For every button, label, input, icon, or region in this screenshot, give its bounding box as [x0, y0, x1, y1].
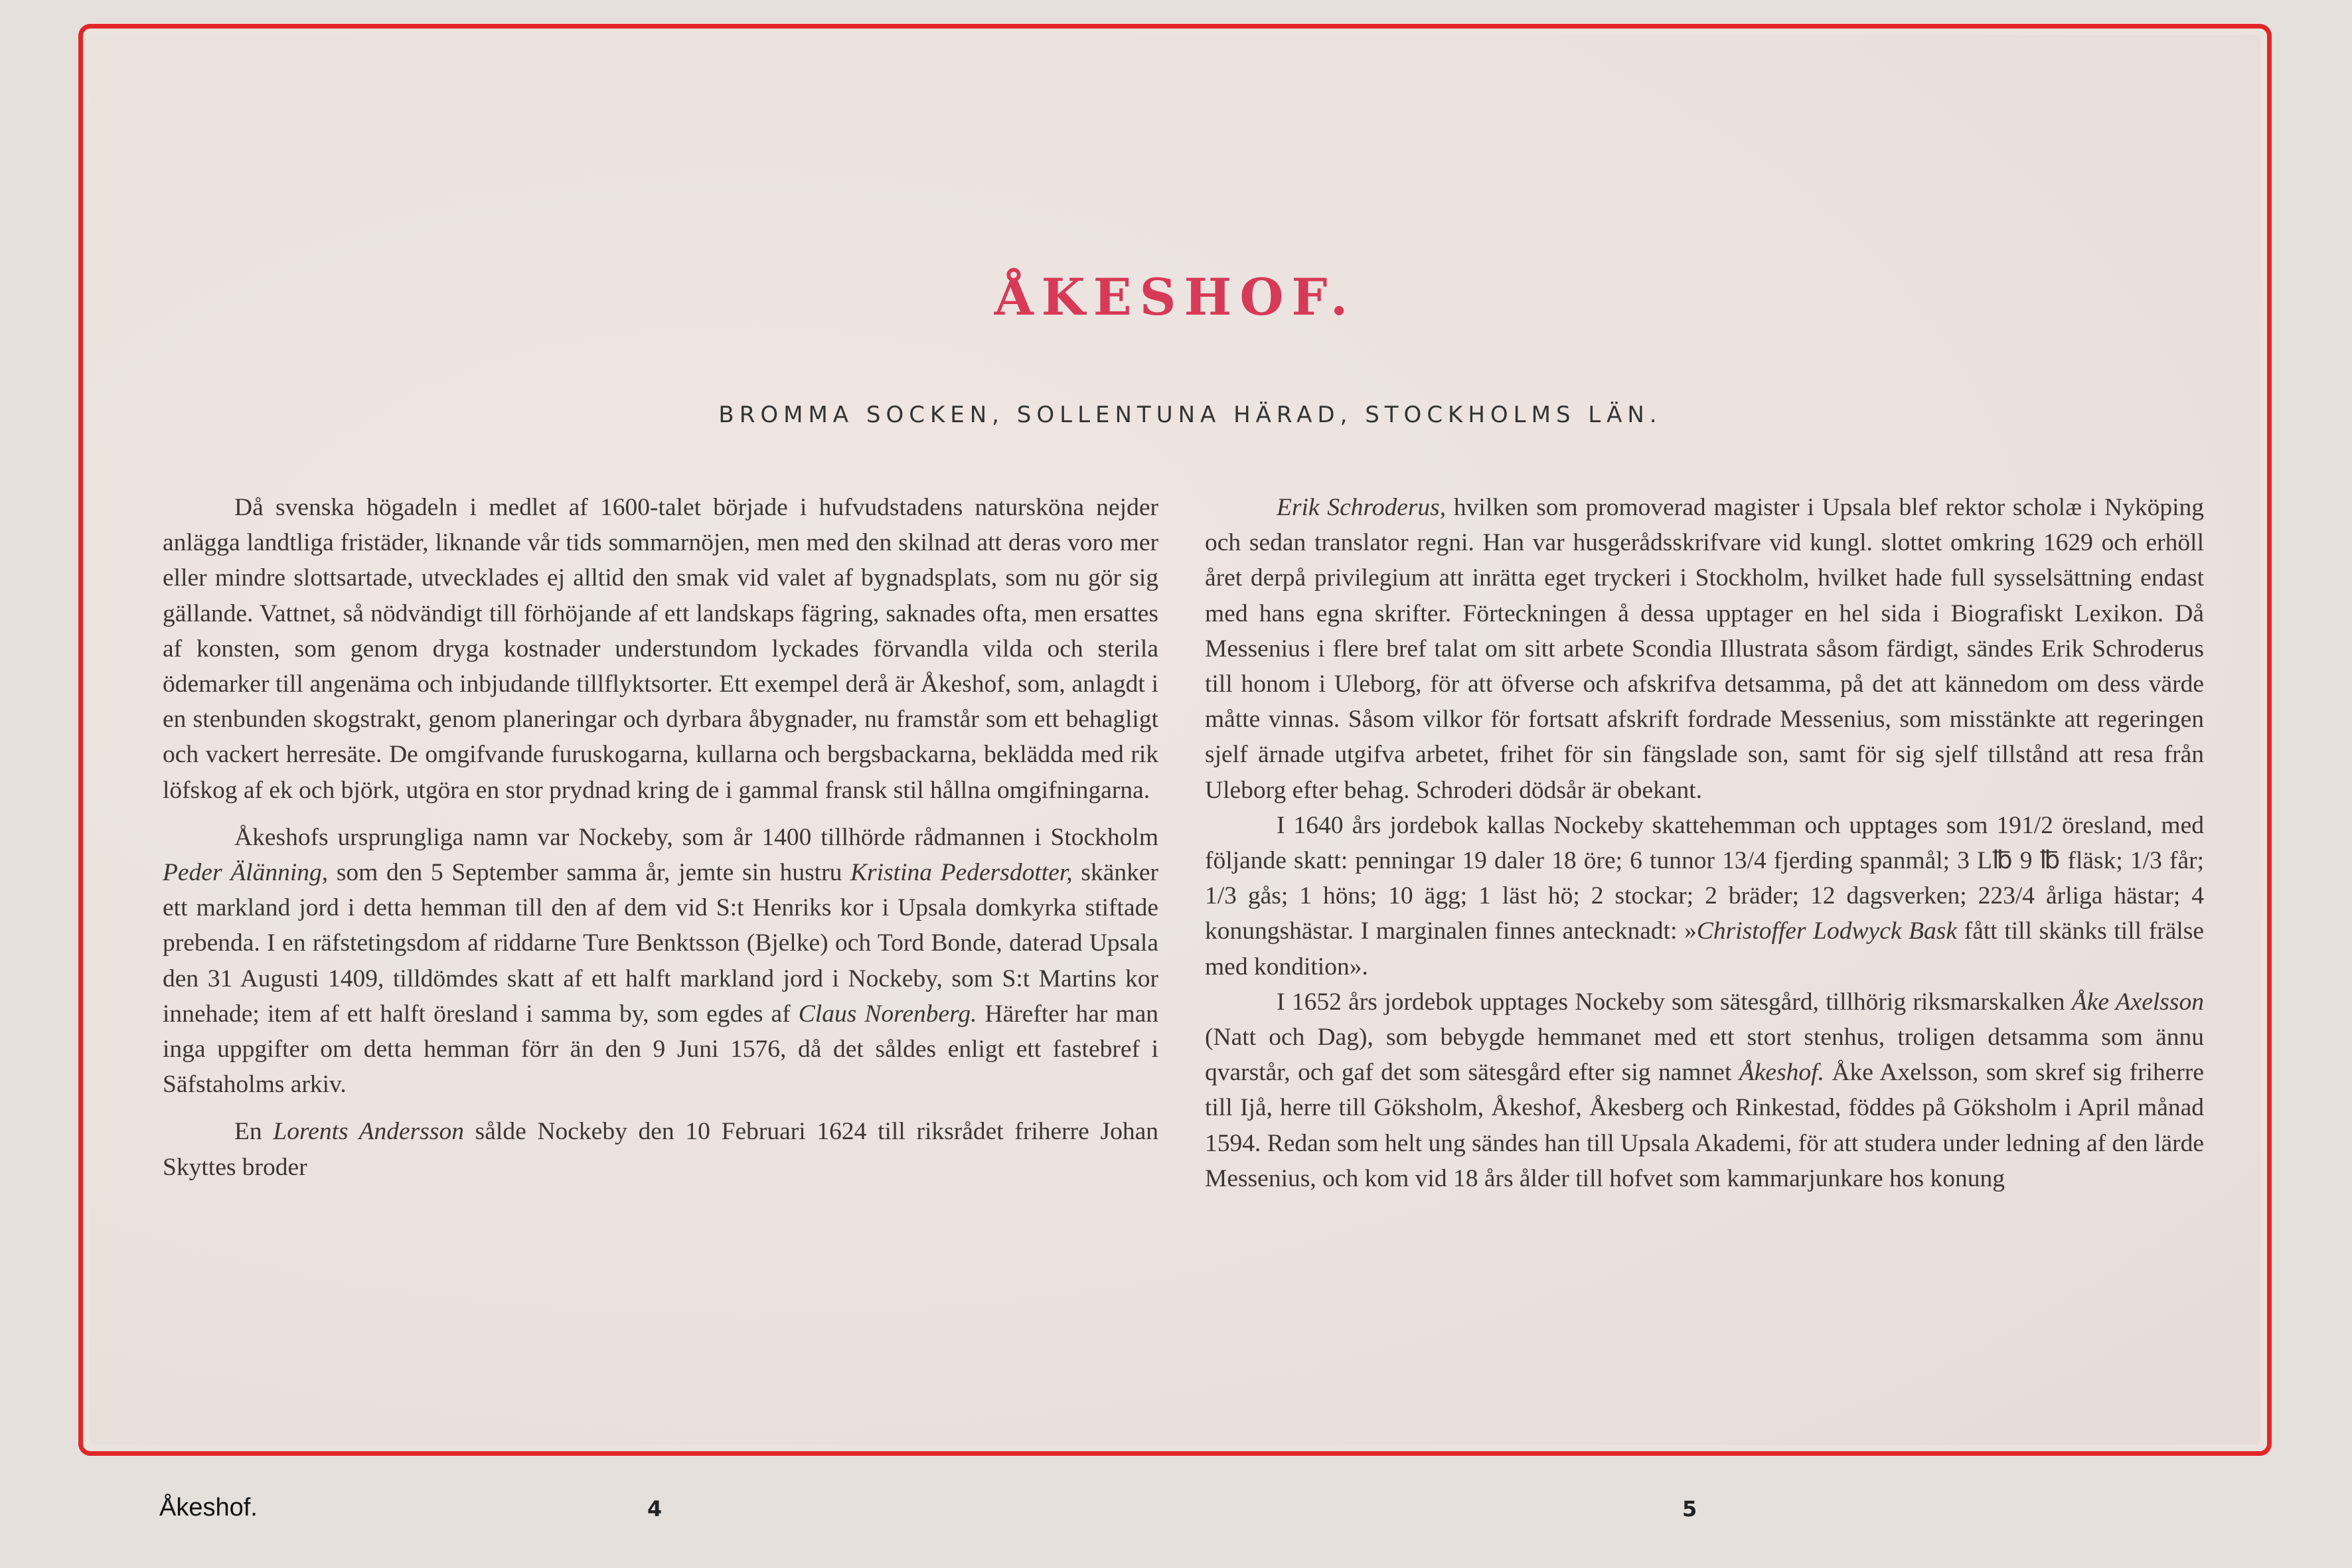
paragraph-text: öresland, med följande skatt: penningar 19 daler 18 öre; 6 tunnor 1 — [1205, 811, 2204, 875]
page-title: ÅKESHOF. — [994, 268, 1356, 327]
fraction: 1/3 — [1205, 882, 1237, 910]
fraction: 3/4 — [2003, 882, 2035, 910]
person-name: Lorents Andersson — [273, 1118, 464, 1146]
paragraph-text: Åke Axelsson, som skref sig friherre till Ijå, herre till Göksholm, Åkeshof, Åkesberg och Rinkestad, föddes på Göksholm i April månad 1594. Redan som helt ung sändes han till Upsala Akademi, för att studera under ledning af den lärde Messenius, och kom vid 18 års ålder till hofvet som kammarjunkare hos konung — [1205, 1059, 2204, 1192]
person-name: Peder Älänning, — [163, 859, 329, 887]
paragraph-text: En — [234, 1118, 274, 1146]
paragraph — [163, 490, 1158, 808]
left-text-column — [163, 490, 1158, 1185]
scanned-page-spread — [90, 35, 2260, 1445]
person-name: Erik Schroderus, — [1277, 494, 1447, 521]
paragraph-text: gås; 1 höns; 10 ägg; 1 läst hö; 2 stockar; 2 bräder; 12 dagsverken; 22 — [1236, 882, 2003, 910]
paragraph-text: hvilken som promoverad magister i Upsala blef rektor scholæ i Nyköping och sedan translator regni. Han var husgerådsskrifvare vid kungl. slottet omkring 1629 och erhöll året derpå privilegium att inrätta eget tryckeri i Stockholm, hvilket hade full sysselsättning endast med hans egna skrifter. Förteckningen å dessa upptager en hel sida i Biografiskt Lexikon. Då Messenius i flere bref talat om sitt arbete Scondia Illustrata såsom färdigt, sändes Erik Schroderus till honom i Uleborg, för att öfverse och afskrifva detsamma, på det att kännedom om dess värde måtte vinnas. Såsom vilkor för fortsatt afskrift fordrade Messenius, som misstänkte att regeringen sjelf ärnade utgifva arbetet, frihet för sin fängslade son, samt för sig sjelf tillstånd att resa från Uleborg efter behag. Schroderi dödsår är obekant. — [1205, 494, 2205, 804]
page-spread-viewer — [78, 24, 2272, 1456]
paragraph — [1205, 984, 2204, 1196]
page-footer — [0, 1494, 2352, 1533]
page-number-right[interactable]: 5 — [1682, 1496, 1697, 1522]
person-name: Christoffer Lodwyck Bask — [1696, 917, 1958, 945]
paragraph-text: (Natt och Dag), som bebygde hemmanet med ett stort stenhus, troligen detsamma som ännu qvarstår, och gaf det som sätesgård efter sig namnet — [1205, 1024, 2204, 1087]
paragraph-text: årliga hästar; 4 konungshästar. I marginalen finnes antecknadt: » — [1205, 882, 2204, 945]
paragraph-text: I 1640 års jordebok kallas Nockeby skattehemman och upptages som 19 — [1277, 811, 2021, 839]
person-name: Åke Axelsson — [2071, 988, 2204, 1016]
document-name[interactable]: Åkeshof. — [159, 1494, 258, 1522]
paragraph-text: fjerding spanmål; 3 L℔ 9 ℔ fläsk; — [1766, 847, 2130, 875]
paragraph — [163, 1114, 1158, 1184]
paragraph-text: sålde Nockeby den 10 Februari 1624 till riksrådet friherre Johan Skyttes broder — [163, 1118, 1158, 1181]
page-subtitle: BROMMA SOCKEN, SOLLENTUNA HÄRAD, STOCKHOLMS LÄN. — [718, 402, 1662, 428]
paragraph — [1205, 490, 2204, 808]
paragraph-text: Härefter har man inga uppgifter om detta hemman förr än den 9 Juni 1576, då det såldes enligt ett fastebref i Säfstaholms arkiv. — [163, 1000, 1159, 1099]
fraction: 3/4 — [1734, 847, 1766, 875]
right-text-column — [1205, 490, 2204, 1196]
paragraph — [1205, 808, 2204, 984]
paragraph-text: Åkeshofs ursprungliga namn var Nockeby, som år 1400 tillhörde rådmannen i Stockholm — [234, 823, 1158, 851]
paragraph-text: skänker ett markland jord i detta hemman till den af dem vid S:t Henriks kor i Upsala domkyrka stiftade prebenda. I en räfstetingsdom af riddarne Ture Benktsson (Bjelke) och Tord Bonde, daterad Upsala den 31 Augusti 1409, tilldömdes skatt af ett halft markland jord i Nockeby, som S:t Martins kor innehade; item af ett halft öresland i samma by, som egdes af — [163, 859, 1158, 1028]
paragraph-text: som den 5 September samma år, jemte sin hustru — [328, 859, 851, 887]
place-name: Åkeshof. — [1739, 1059, 1824, 1087]
fraction: 1/3 — [2130, 847, 2162, 875]
paragraph-text: I 1652 års jordebok upptages Nockeby som sätesgård, tillhörig riksmarskalken — [1277, 988, 2072, 1016]
fraction: 1/2 — [2021, 811, 2053, 839]
paragraph-text: fått till skänks till frälse med kondition». — [1205, 917, 2204, 980]
person-name: Kristina Pedersdotter, — [850, 859, 1073, 887]
person-name: Claus Norenberg. — [798, 1000, 977, 1028]
paragraph-text: får; — [2161, 847, 2204, 875]
paragraph — [163, 820, 1158, 1103]
paragraph-text: Då svenska högadeln i medlet af 1600-talet började i hufvudstadens natursköna nejder anlägga landtliga fristäder, liknande vår tids sommarnöjen, men med den skilnad att deras voro mer eller mindre slottsartade, utvecklades ej alltid den smak vid valet af bygnadsplats, som nu gör sig gällande. Vattnet, så nödvändigt till förhöjande af ett landskaps fägring, saknades ofta, men ersattes af konsten, som genom dryga kostnader understundom lyckades förvandla vilda och sterila ödemarker till angenäma och inbjudande tillflyktsorter. Ett exempel derå är Åkeshof, som, anlagdt i en stenbunden skogstrakt, genom planeringar och dyrbara åbygnader, nu framstår som ett behagligt och vackert herresäte. De omgifvande furuskogarna, kullarna och bergsbackarna, beklädda med rik löfskog af ek och björk, utgöra en stor prydnad kring de i gammal fransk stil hållna omgifningarna. — [163, 494, 1158, 804]
page-number-left[interactable]: 4 — [647, 1496, 663, 1522]
